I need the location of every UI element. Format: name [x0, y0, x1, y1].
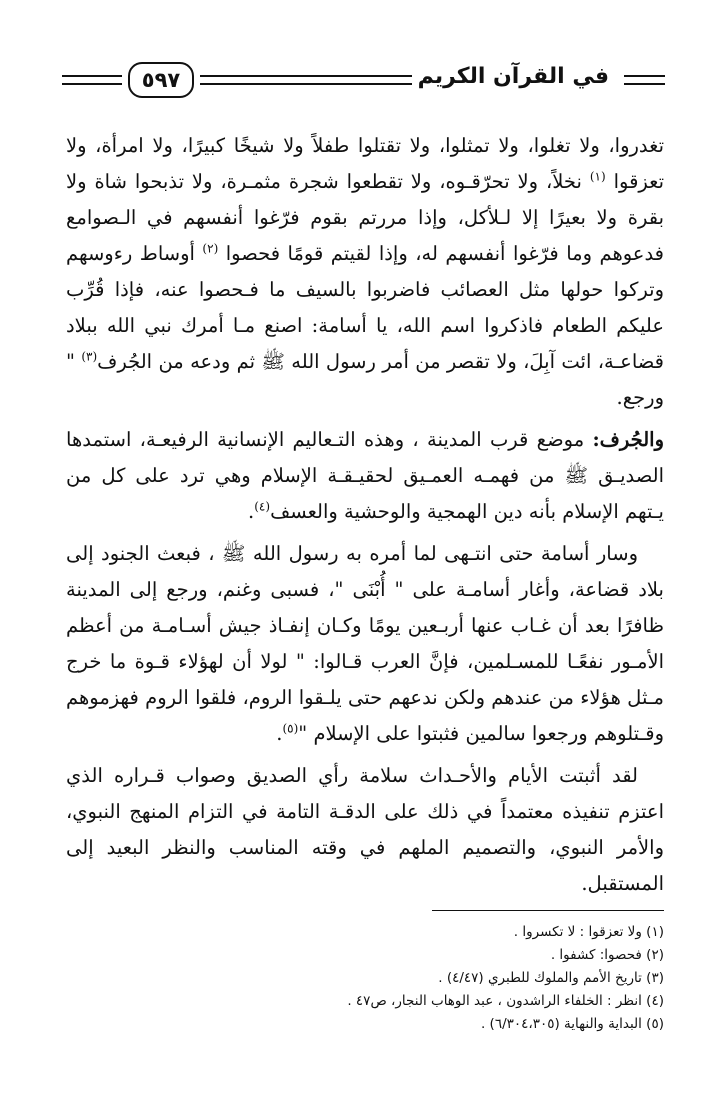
- header-rule-left-bottom: [62, 83, 122, 85]
- footnote-ref-3: (٣): [81, 349, 98, 364]
- paragraph-2-text: موضع قرب المدينة ، وهذه التـعاليم الإنسانية الرفيعـة، استمدها الصديـق ﷺ من فهمـه العمـيق لحقيـقـة الإسلام وهي ترد على كل من يـتهم الإسلام بأنه دين الهمجية والوحشية والعسف: [66, 428, 664, 523]
- footnote-ref-2: (٢): [202, 241, 219, 256]
- footnotes: [200, 921, 664, 1036]
- running-title: في القرآن الكريم: [412, 64, 615, 89]
- footnote-1: (١) ولا تعزقوا : لا تكسروا .: [513, 924, 664, 940]
- paragraph-1-text-b: نخلاً، ولا تحرّقـوه، ولا تقطعوا شجرة مثمـرة، ولا تذبحوا شاة ولا بقرة ولا بعيرًا إلا لـلأكل، وإذا مررتم بقوم فرّغوا أنفسهم في الـصوامع فدعوهم وما فرّغوا أنفسهم له، وإذا لقيتم قومًا فحصوا: [66, 170, 665, 265]
- footnote-5: (٥) البداية والنهاية (٦/٣٠٤،٣٠٥) .: [480, 1016, 664, 1032]
- footnote-3: (٣) تاريخ الأمم والملوك للطبري (٤/٤٧) .: [438, 970, 664, 986]
- paragraph-1-text-d: " ورجع.: [66, 350, 664, 409]
- page-header: [62, 58, 665, 108]
- paragraph-3-text: وسار أسامة حتى انتـهى لما أمره به رسول الله ﷺ ، فبعث الجنود إلى بلاد قضاعة، وأغار أسامـة على " أُبْنَى "، فسبى وغنم، ورجع إلى المدينة ظافرًا بعد أن غـاب عنها أربـعين يومًا وكـان إنفـاذ جيش أسـامـة من أعظم الأمـور نفعًـا للمسـلمين، فإنَّ العرب قـالوا: " لولا أن لهؤلاء قـوة ما خرج مـثل هؤلاء من عندهم ولكن ندعهم حتى يلـقوا الروم، فلقوا الروم فهزموهم وقـتلوهم ورجعوا سالمين فثبتوا على الإسلام ": [66, 542, 664, 745]
- header-rule-left-top: [62, 75, 122, 77]
- footnote-separator: [432, 910, 664, 911]
- header-rule-right-top: [624, 75, 665, 77]
- page-number: ٥٩٧: [128, 62, 194, 98]
- body-text: [66, 128, 664, 908]
- footnote-4: (٤) انظر : الخلفاء الراشدون ، عبد الوهاب النجار، ص٤٧ .: [347, 993, 664, 1009]
- paragraph-1-text-c: أوساط رءوسهم وتركوا حولها مثل العصائب فاضربوا بالسيف ما فـحصوا عنه، فإذا قُرِّب عليكم الطعام فاذكروا اسم الله، يا أسامة: اصنع مـا أمرك نبي الله ببلاد قضاعـة، ائت آبِلَ، ولا تقصر من أمر رسول الله ﷺ ثم ودعه من الجُرف: [66, 242, 664, 373]
- paragraph-2-end: .: [248, 500, 255, 523]
- paragraph-3: [66, 536, 664, 752]
- paragraph-4-text: لقد أثبتت الأيام والأحـداث سلامة رأي الصديق وصواب قـراره الذي اعتزم تنفيذه معتمداً في ذلك على الدقـة التامة في التزام المنهج النبوي، والأمر النبوي، والتصميم الملهم في وقته المناسب والنظر البعيد إلى المستقبل.: [66, 764, 664, 895]
- footnote-ref-5: (٥): [282, 721, 299, 736]
- paragraph-1: [66, 128, 664, 416]
- header-rule-right-bottom: [624, 83, 665, 85]
- footnote-2: (٢) فحصوا: كشفوا .: [550, 947, 664, 963]
- footnote-ref-1: (١): [589, 169, 606, 184]
- definition-term: والجُرف:: [592, 428, 664, 451]
- paragraph-1-text-a: تغدروا، ولا تغلوا، ولا تمثلوا، ولا تقتلوا طفلاً ولا شيخًا كبيرًا، ولا امرأة، ولا تعزقوا: [66, 134, 665, 193]
- paragraph-3-end: .: [276, 722, 283, 745]
- paragraph-2: [66, 422, 664, 530]
- footnote-ref-4: (٤): [254, 499, 271, 514]
- paragraph-4: [66, 758, 664, 902]
